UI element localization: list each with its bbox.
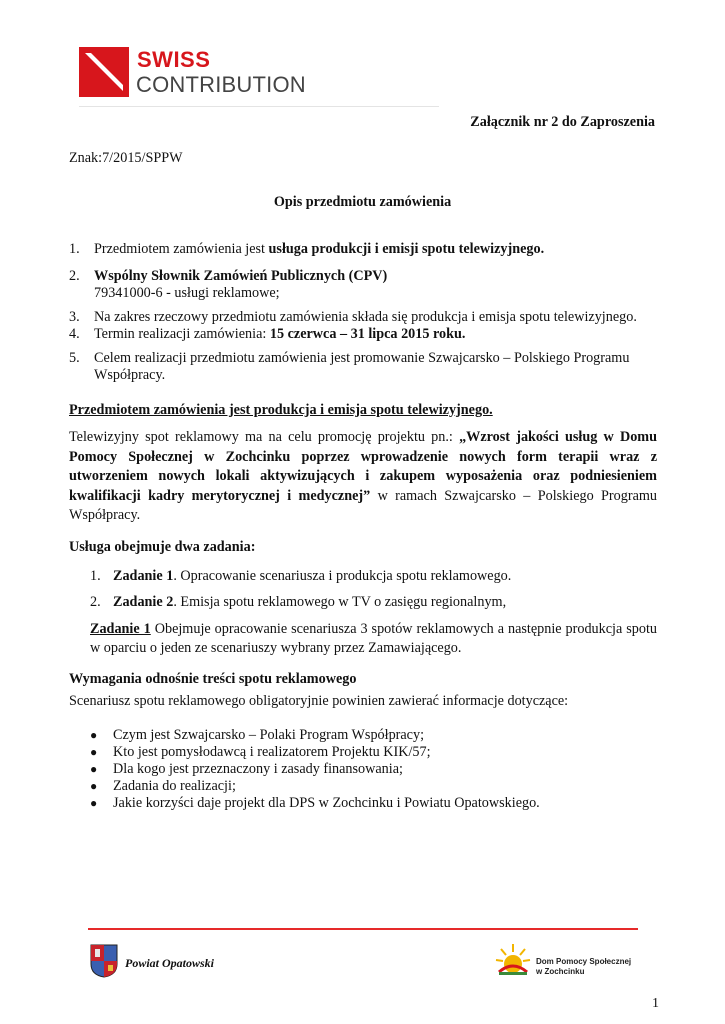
list-item (90, 727, 660, 744)
list-item (90, 795, 660, 812)
list-item-text: Przedmiotem zamówienia jest (94, 241, 269, 257)
task-number: 2. (90, 594, 101, 610)
list-item-text: Termin realizacji zamówienia: (94, 326, 270, 342)
footer-dps-line1: Dom Pomocy Społecznej (536, 957, 632, 966)
task-number: 1. (90, 568, 101, 584)
task-label: Zadanie 2 (113, 594, 174, 610)
requirements-list (90, 727, 660, 812)
annex-label: Załącznik nr 2 do Zaproszenia (470, 114, 655, 130)
task-item (113, 568, 511, 585)
task-item (113, 594, 506, 611)
list-item-bold-text: Wspólny Słownik Zamówień Publicznych (CPV) (94, 268, 388, 284)
list-item (90, 761, 660, 778)
logo-line1: SWISS (137, 47, 211, 72)
list-number: 3. (69, 309, 80, 325)
list-item (90, 778, 660, 795)
list-item-text: Jakie korzyści daje projekt dla DPS w Zochcinku i Powiatu Opatowskiego. (113, 795, 540, 811)
section-heading: Przedmiotem zamówienia jest produkcja i emisja spotu telewizyjnego. (69, 402, 493, 418)
list-number: 1. (69, 241, 80, 257)
list-item-text: 79341000-6 - usługi reklamowe; (94, 285, 280, 301)
requirements-intro: Scenariusz spotu reklamowego obligatoryjnie powinien zawierać informacje dotyczące: (69, 693, 569, 709)
list-item (90, 744, 660, 761)
list-item: Celem realizacji przedmiotu zamówienia jest promowanie Szwajcarsko – Polskiego Programu Współpracy. (94, 350, 630, 383)
bullet-icon: ● (90, 745, 98, 759)
dps-sun-logo-icon (495, 942, 531, 978)
swiss-contribution-logo (79, 47, 319, 107)
list-item-text: Zadania do realizacji; (113, 778, 236, 794)
header-divider (79, 106, 439, 107)
list-item: Na zakres rzeczowy przedmiotu zamówienia składa się produkcja i emisja spotu telewizyjnego. (94, 309, 637, 325)
swiss-contribution-logo-mark-icon (79, 47, 129, 97)
project-description-suffix: w ramach Szwajcarsko – Polskiego Programu Współpracy. (69, 487, 657, 523)
page-number: 1 (652, 996, 659, 1011)
project-title: „Wzrost jakości usług w Domu Pomocy Społecznej w Zochcinku poprzez wprowadzenie nowych form terapii wraz z utworzeniem nowych lokali aktywizujących i zakupem wyposażenia oraz podniesieniem kwalifikacji kadry merytorycznej i medycznej” (69, 429, 658, 504)
bullet-icon: ● (90, 796, 98, 810)
task-text: . Emisja spotu reklamowego w TV o zasięgu regionalnym, (173, 594, 507, 610)
project-description (69, 428, 657, 526)
task1-detail-text: Obejmuje opracowanie scenariusza 3 spotów reklamowych a następnie produkcja spotu w oparciu o jeden ze scenariuszy wybrany przez Zamawiającego. (90, 621, 657, 656)
project-description-text: Telewizyjny spot reklamowy ma na celu promocję projektu pn.: (69, 429, 460, 445)
task-label: Zadanie 1 (113, 568, 174, 584)
footer-dps-label (536, 957, 631, 977)
list-item-text: Dla kogo jest przeznaczony i zasady finansowania; (113, 761, 403, 777)
list-number: 2. (69, 268, 80, 284)
list-item-text: Kto jest pomysłodawcą i realizatorem Projektu KIK/57; (113, 744, 431, 760)
bullet-icon: ● (90, 728, 98, 742)
logo-line2: CONTRIBUTION (136, 72, 306, 97)
task1-detail-label: Zadanie 1 (90, 621, 151, 637)
footer-powiat-label: Powiat Opatowski (125, 956, 215, 970)
list-item (94, 268, 659, 302)
reference-number: Znak:7/2015/SPPW (69, 150, 183, 166)
footer-divider (88, 928, 638, 930)
powiat-crest-icon (90, 944, 118, 978)
list-item-text: Czym jest Szwajcarsko – Polaki Program Współpracy; (113, 727, 425, 743)
services-heading: Usługa obejmuje dwa zadania: (69, 539, 256, 555)
list-number: 4. (69, 326, 80, 342)
bullet-icon: ● (90, 779, 98, 793)
list-number: 5. (69, 350, 80, 366)
document-title: Opis przedmiotu zamówienia (273, 194, 452, 210)
list-item-bold-text: usługa produkcji i emisji spotu telewizyjnego. (268, 241, 545, 257)
requirements-heading: Wymagania odnośnie treści spotu reklamowego (69, 671, 357, 687)
list-item (94, 241, 659, 258)
task1-detail (90, 620, 657, 658)
list-item-bold-text: 15 czerwca – 31 lipca 2015 roku. (269, 326, 466, 342)
bullet-icon: ● (90, 762, 98, 776)
list-item (94, 326, 659, 343)
task-text: . Opracowanie scenariusza i produkcja spotu reklamowego. (173, 568, 512, 584)
footer-dps-line2: w Zochcinku (536, 967, 585, 976)
